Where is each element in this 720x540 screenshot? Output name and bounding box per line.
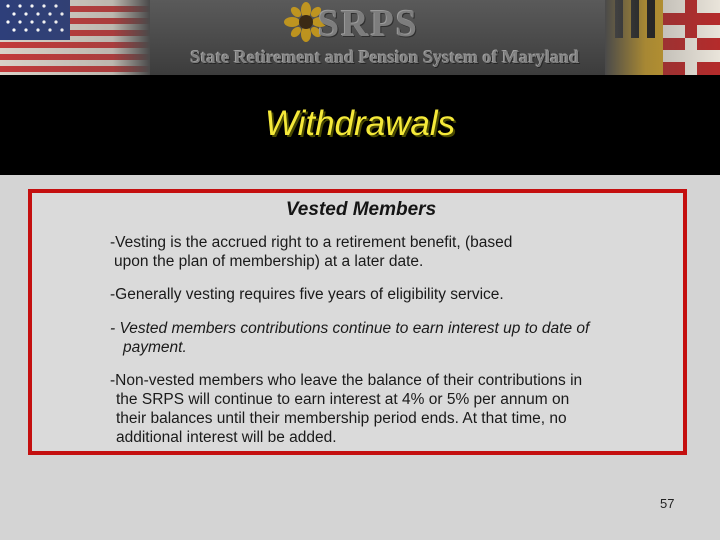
banner-acronym: SRPS — [318, 3, 419, 45]
maryland-flag-image — [605, 0, 720, 75]
paragraph-line: -Non-vested members who leave the balance of their contributions in — [110, 372, 583, 389]
paragraph-line: -Vesting is the accrued right to a retirement benefit, (based — [110, 234, 513, 251]
paragraph-non-vested — [110, 371, 680, 447]
paragraph-line: the SRPS will continue to earn interest at 4% or 5% per annum on — [116, 391, 570, 408]
page-number: 57 — [660, 496, 675, 511]
paragraph-line: - Vested members contributions continue to earn interest up to date of — [110, 320, 590, 337]
paragraph-line: their balances until their membership period ends. At that time, no — [116, 410, 567, 427]
slide-title: Withdrawals — [264, 104, 456, 143]
header-banner — [0, 0, 720, 75]
paragraph-line: -Generally vesting requires five years of eligibility service. — [110, 286, 504, 303]
paragraph-vesting-definition — [110, 233, 680, 271]
paragraph-vested-interest — [110, 319, 680, 357]
paragraph-line: additional interest will be added. — [116, 429, 337, 446]
paragraph-line: upon the plan of membership) at a later date. — [114, 253, 424, 270]
section-heading: Vested Members — [285, 199, 437, 220]
paragraph-line: payment. — [123, 339, 187, 356]
banner-subtitle: State Retirement and Pension System of Maryland — [190, 47, 580, 67]
paragraph-vesting-requirement — [110, 285, 680, 304]
